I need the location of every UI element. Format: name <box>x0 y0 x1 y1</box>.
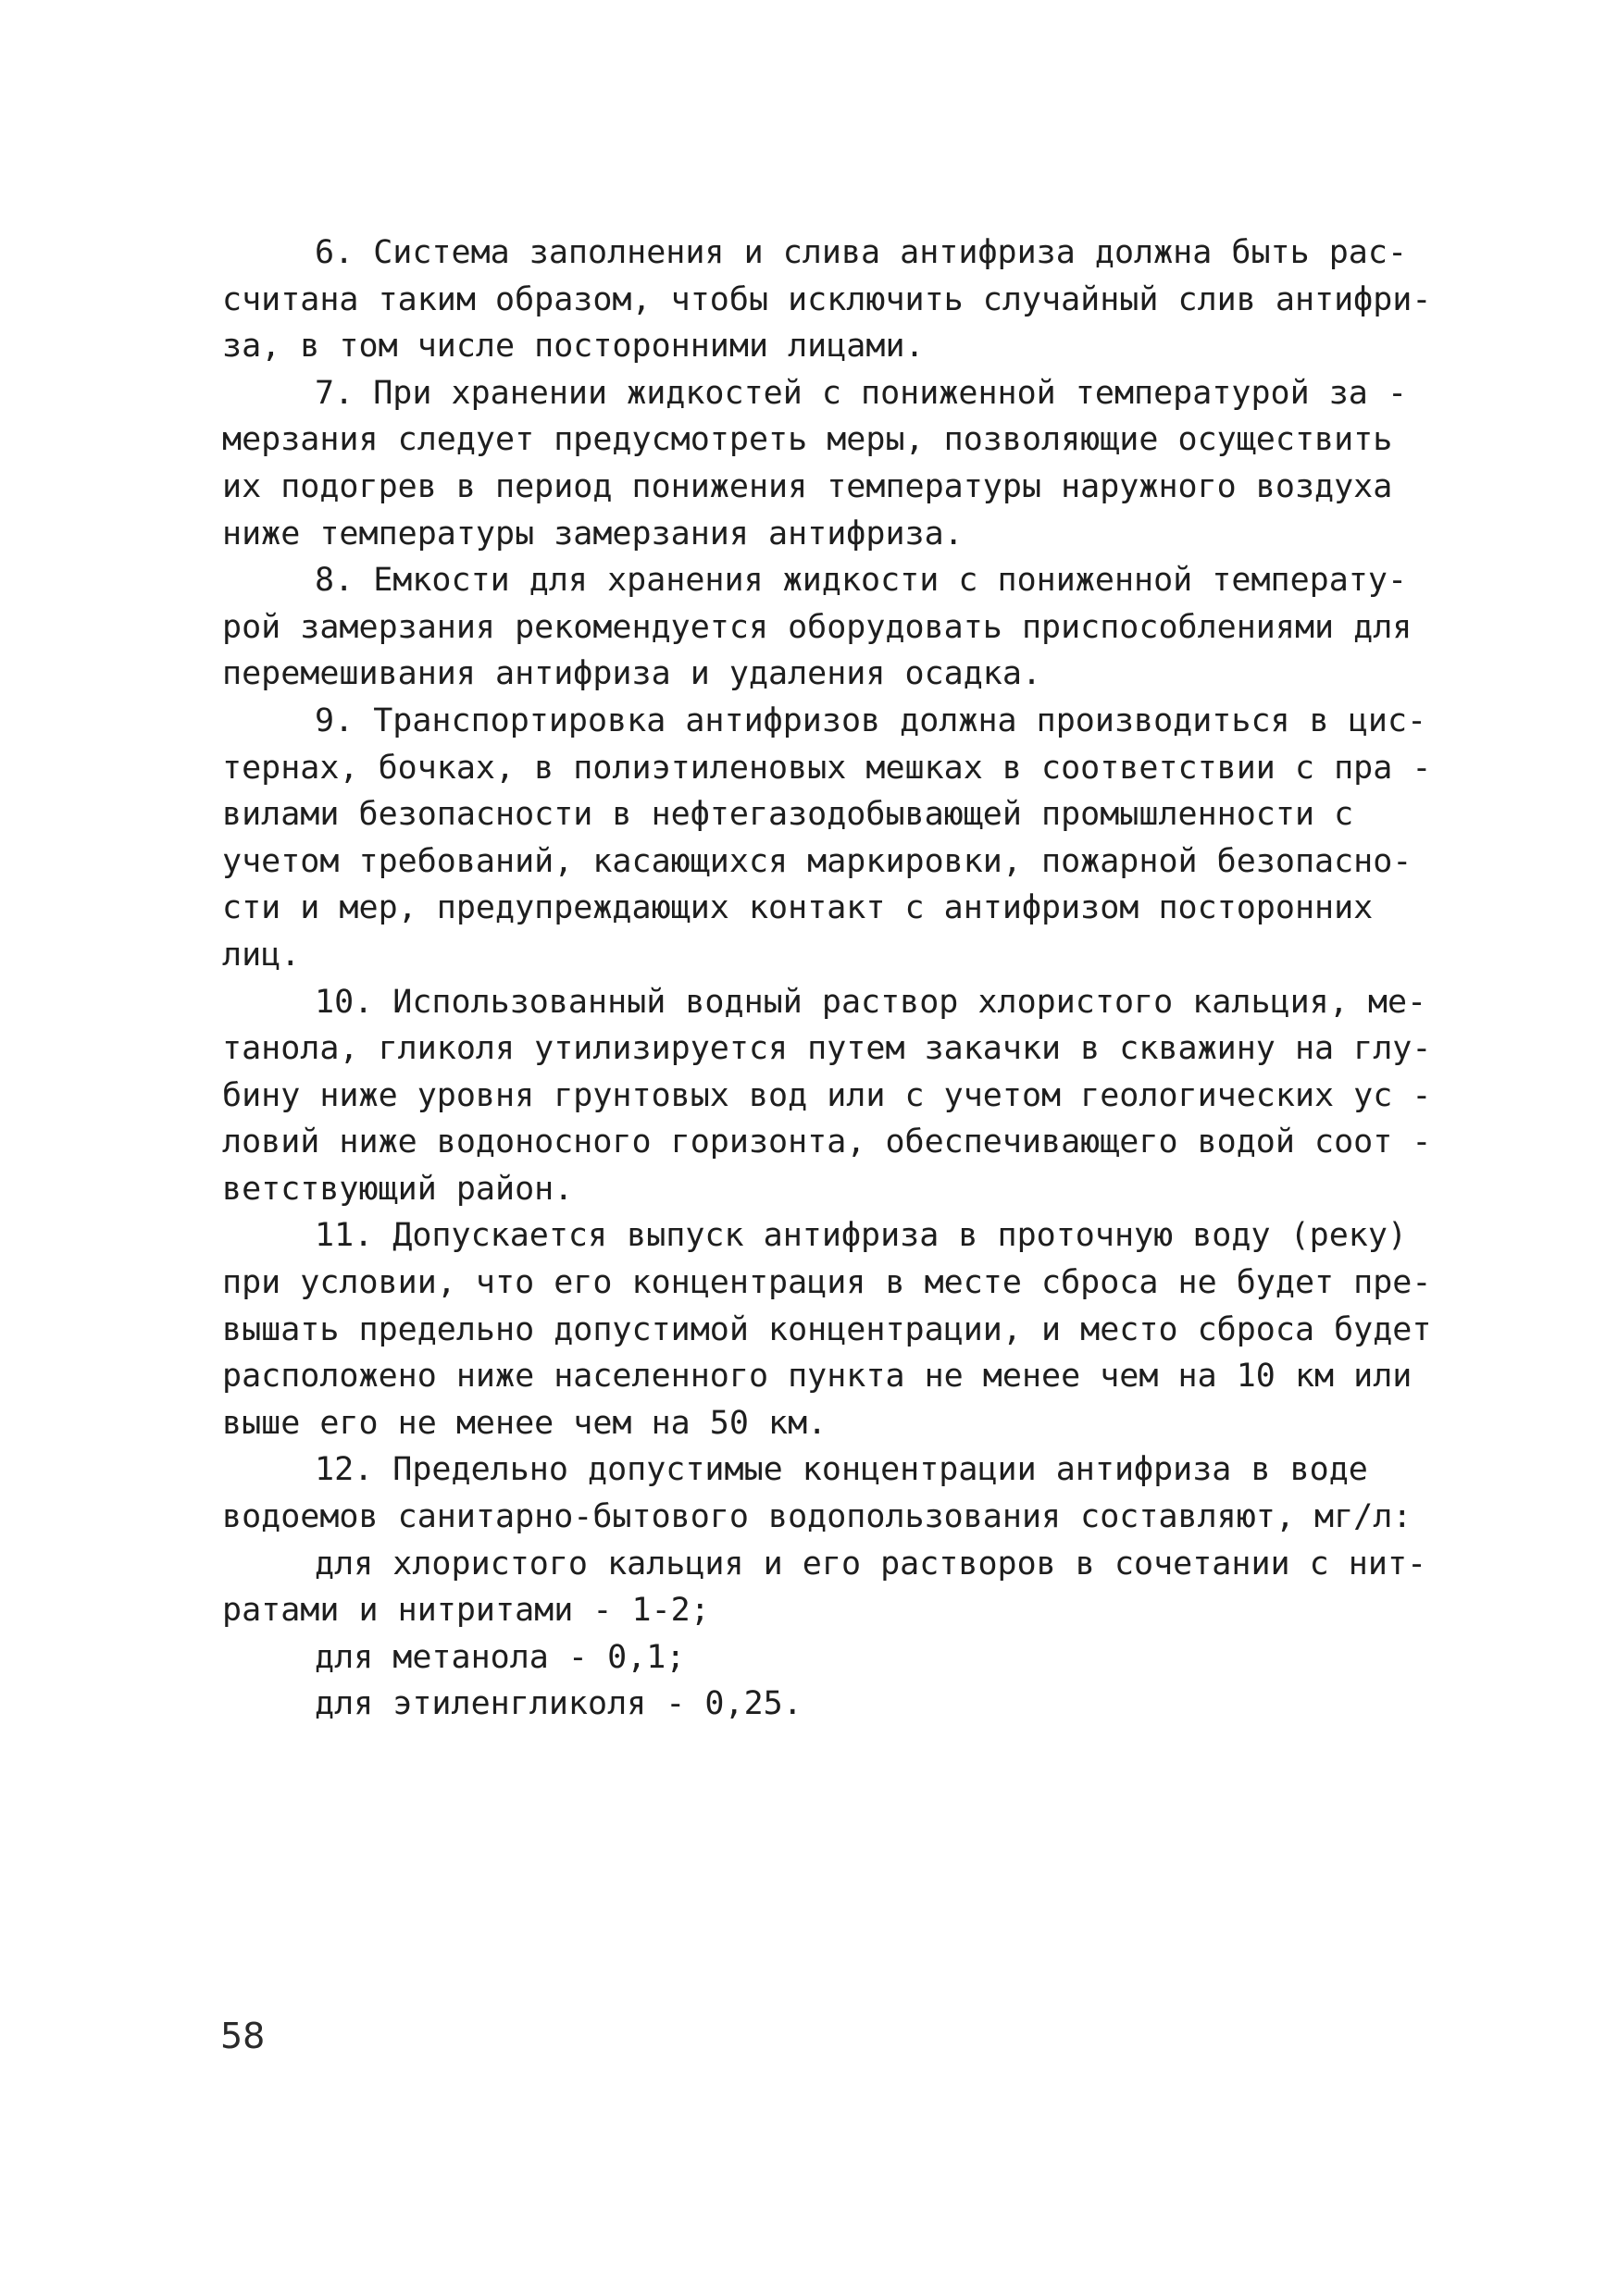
text-line: их подогрев в период понижения температуры наружного воздуха <box>222 467 1393 505</box>
text-line: при условии, что его концентрация в месте сброса не будет пре- <box>222 1264 1432 1302</box>
text-line: учетом требований, касающихся маркировки, пожарной безопасно- <box>222 842 1413 880</box>
text-line: для хлористого кальция и его растворов в сочетании с нит- <box>315 1545 1427 1582</box>
text-line: тернах, бочках, в полиэтиленовых мешках в соответствии с пра - <box>222 749 1432 787</box>
paragraph-p12b <box>222 1634 1398 1682</box>
paragraph-p12 <box>222 1446 1413 1540</box>
text-line: мерзания следует предусмотреть меры, позволяющие осуществить <box>222 421 1393 459</box>
paragraph-p7 <box>222 370 1408 557</box>
text-line: 7. При хранении жидкостей с пониженной температурой за - <box>315 374 1408 412</box>
paragraph-p11 <box>222 1212 1432 1446</box>
text-line: вышать предельно допустимой концентрации, и место сброса будет <box>222 1310 1432 1348</box>
text-line: вилами безопасности в нефтегазодобывающей промышленности с <box>222 796 1354 834</box>
text-line: сти и мер, предупреждающих контакт с антифризом посторонних <box>222 889 1374 927</box>
paragraph-p12c <box>222 1681 1398 1728</box>
text-line: 6. Система заполнения и слива антифриза должна быть рас- <box>315 234 1408 271</box>
text-line: 8. Емкости для хранения жидкости с пониженной температу- <box>315 562 1408 600</box>
text-line: для метанола - 0,1; <box>315 1638 686 1676</box>
text-line: танола, гликоля утилизируется путем закачки в скважину на глу- <box>222 1030 1432 1068</box>
text-line: 11. Допускается выпуск антифриза в проточную воду (реку) <box>315 1217 1408 1255</box>
paragraph-p8 <box>222 557 1413 698</box>
page-number: 58 <box>220 2016 266 2056</box>
text-line: считана таким образом, чтобы исключить случайный слив антифри- <box>222 280 1432 318</box>
paragraph-p10 <box>222 979 1432 1213</box>
text-line: ратами и нитритами - 1-2; <box>222 1592 710 1630</box>
document-body <box>222 230 1432 1728</box>
paragraph-p12a <box>222 1541 1427 1634</box>
text-line: ловий ниже водоносного горизонта, обеспечивающего водой соот - <box>222 1123 1432 1161</box>
text-line: перемешивания антифриза и удаления осадка. <box>222 655 1042 693</box>
text-line: 12. Предельно допустимые концентрации антифриза в воде <box>315 1451 1368 1489</box>
text-line: ниже температуры замерзания антифриза. <box>222 515 964 552</box>
text-line: бину ниже уровня грунтовых вод или с учетом геологических ус - <box>222 1076 1432 1114</box>
text-line: расположено ниже населенного пункта не менее чем на 10 км или <box>222 1358 1413 1396</box>
text-line: 9. Транспортировка антифризов должна производиться в цис- <box>315 701 1427 739</box>
text-line: за, в том числе посторонними лицами. <box>222 328 925 366</box>
text-line: рой замерзания рекомендуется оборудовать приспособлениями для <box>222 608 1413 646</box>
paragraph-p9 <box>222 698 1432 979</box>
text-line: 10. Использованный водный раствор хлористого кальция, ме- <box>315 983 1427 1021</box>
text-line: лиц. <box>222 936 301 974</box>
text-line: ветствующий район. <box>222 1170 574 1208</box>
text-line: для этиленгликоля - 0,25. <box>315 1685 803 1723</box>
text-line: выше его не менее чем на 50 км. <box>222 1404 828 1442</box>
paragraph-p6 <box>222 230 1432 370</box>
text-line: водоемов санитарно-бытового водопользования составляют, мг/л: <box>222 1498 1413 1536</box>
